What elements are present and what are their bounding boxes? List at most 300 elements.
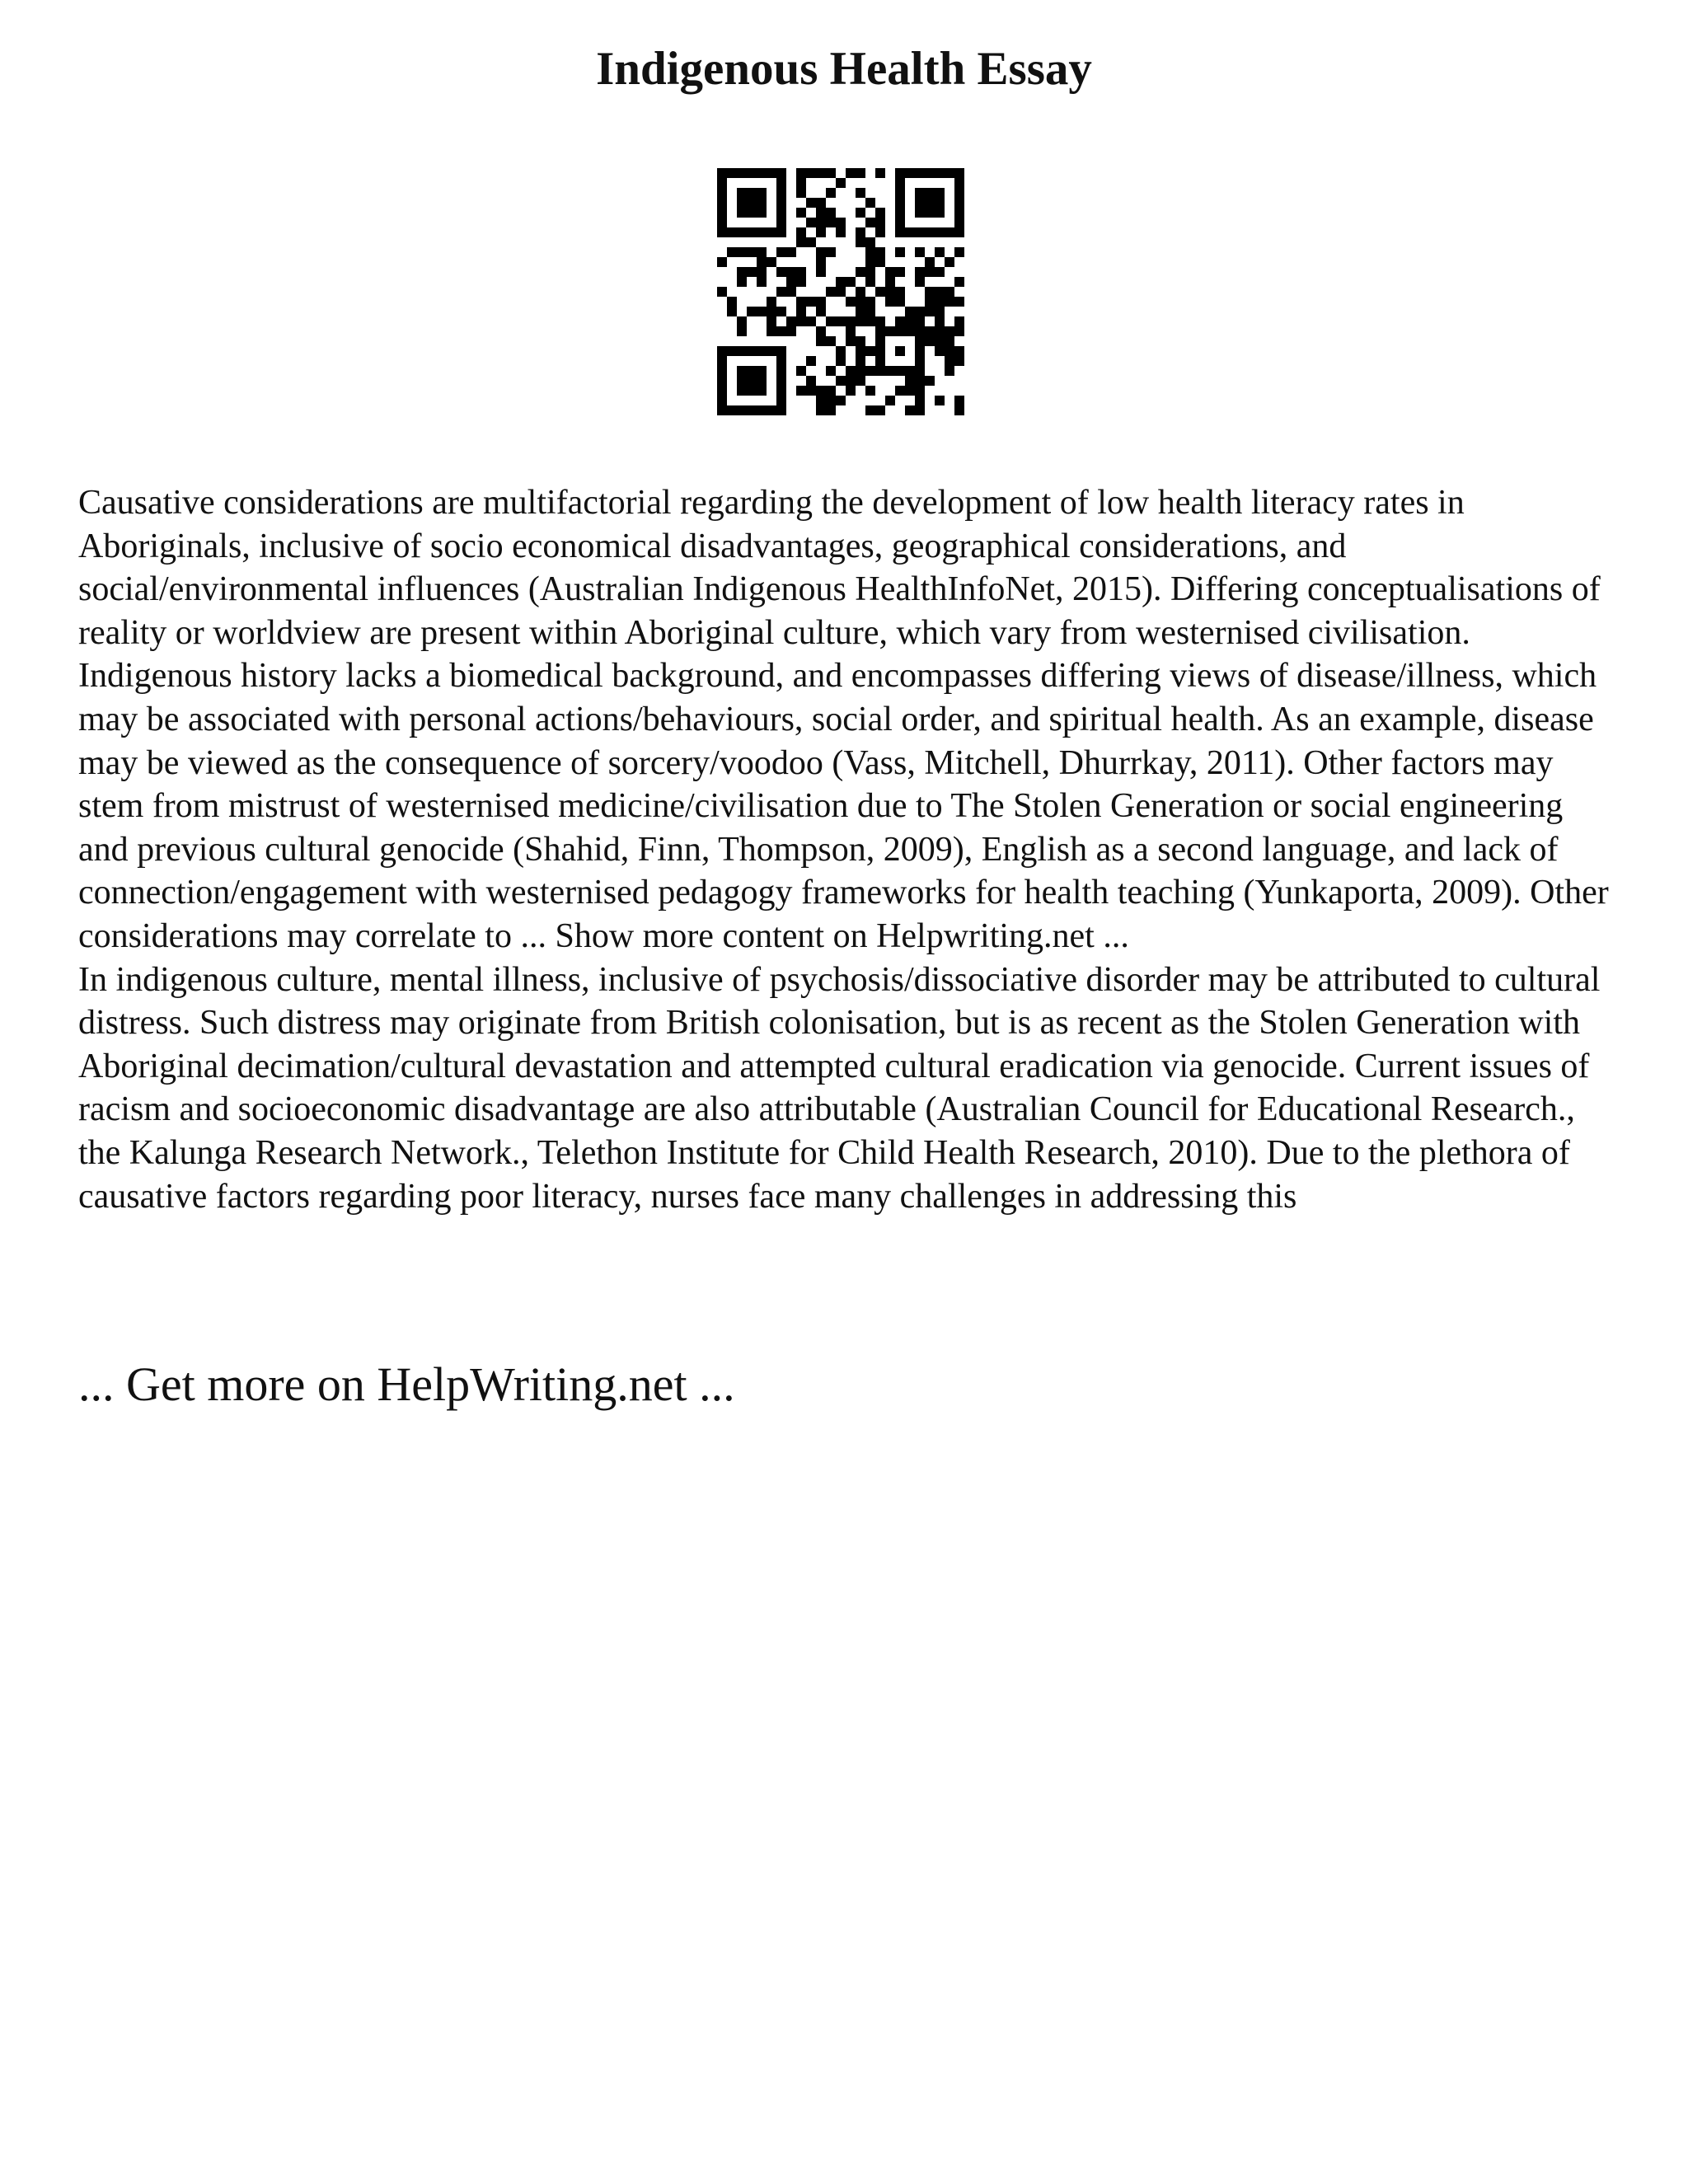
qr-module (717, 376, 727, 386)
qr-module (727, 227, 737, 237)
qr-module (776, 356, 786, 366)
qr-module (757, 198, 767, 208)
qr-module (806, 237, 816, 247)
qr-module (865, 277, 875, 287)
qr-module (905, 405, 915, 415)
qr-module (776, 198, 786, 208)
qr-module (954, 218, 964, 227)
qr-module (796, 208, 806, 218)
qr-module (885, 277, 895, 287)
qr-module (875, 218, 885, 227)
qr-module (895, 386, 905, 396)
qr-module (846, 168, 856, 178)
qr-module (954, 198, 964, 208)
qr-module (757, 257, 767, 267)
qr-module (915, 356, 925, 366)
qr-module (796, 188, 806, 198)
qr-module (935, 297, 945, 307)
qr-module (856, 366, 865, 376)
qr-module (727, 297, 737, 307)
qr-module (717, 198, 727, 208)
get-more-link[interactable]: ... Get more on HelpWriting.net ... (78, 1357, 735, 1411)
qr-module (935, 208, 945, 218)
qr-module (865, 405, 875, 415)
qr-module (875, 346, 885, 356)
qr-module (836, 316, 846, 326)
qr-module (885, 326, 895, 336)
qr-module (915, 386, 925, 396)
qr-module (776, 346, 786, 356)
qr-module (796, 277, 806, 287)
qr-module (737, 267, 747, 277)
qr-module (796, 267, 806, 277)
qr-module (865, 218, 875, 227)
qr-module (727, 405, 737, 415)
qr-module (954, 405, 964, 415)
qr-module (826, 405, 836, 415)
qr-module (915, 316, 925, 326)
qr-module (895, 287, 905, 297)
qr-module (737, 227, 747, 237)
qr-module (796, 366, 806, 376)
qr-module (846, 326, 856, 336)
qr-module (776, 218, 786, 227)
qr-module (816, 307, 826, 316)
qr-module (737, 405, 747, 415)
qr-module (945, 287, 954, 297)
qr-module (757, 188, 767, 198)
qr-module (865, 346, 875, 356)
qr-module (747, 366, 757, 376)
qr-module (836, 376, 846, 386)
qr-module (776, 405, 786, 415)
qr-module (935, 326, 945, 336)
qr-module (954, 297, 964, 307)
qr-module (915, 188, 925, 198)
qr-module (816, 257, 826, 267)
qr-module (836, 396, 846, 405)
qr-module (905, 366, 915, 376)
qr-module (905, 386, 915, 396)
qr-module (776, 168, 786, 178)
qr-module (925, 208, 935, 218)
qr-module (925, 326, 935, 336)
qr-module (846, 316, 856, 326)
qr-module (925, 227, 935, 237)
qr-module (757, 346, 767, 356)
qr-module (925, 257, 935, 267)
qr-module (954, 227, 964, 237)
qr-module (776, 267, 786, 277)
qr-module (846, 297, 856, 307)
qr-module (945, 257, 954, 267)
qr-module (776, 376, 786, 386)
qr-module (776, 247, 786, 257)
qr-module (776, 208, 786, 218)
qr-module (935, 168, 945, 178)
qr-module (895, 326, 905, 336)
qr-module (717, 346, 727, 356)
qr-module (816, 386, 826, 396)
qr-module (816, 227, 826, 237)
qr-module (747, 247, 757, 257)
qr-module (865, 237, 875, 247)
qr-module (856, 356, 865, 366)
qr-module (915, 208, 925, 218)
qr-module (717, 227, 727, 237)
qr-module (737, 316, 747, 326)
qr-module (945, 356, 954, 366)
qr-module (786, 277, 796, 287)
qr-module (865, 307, 875, 316)
qr-module (776, 227, 786, 237)
qr-module (767, 405, 776, 415)
qr-module (747, 307, 757, 316)
qr-module (895, 247, 905, 257)
qr-module (915, 336, 925, 346)
qr-module (905, 227, 915, 237)
qr-module (945, 366, 954, 376)
qr-module (875, 356, 885, 366)
qr-module (757, 208, 767, 218)
qr-module (737, 326, 747, 336)
qr-module (776, 366, 786, 376)
qr-module (846, 376, 856, 386)
qr-module (806, 386, 816, 396)
qr-module (915, 376, 925, 386)
qr-module (915, 326, 925, 336)
qr-module (905, 316, 915, 326)
qr-module (747, 227, 757, 237)
qr-module (816, 405, 826, 415)
qr-module (856, 336, 865, 346)
qr-module (856, 376, 865, 386)
qr-module (856, 316, 865, 326)
qr-module (856, 208, 865, 218)
qr-module (757, 366, 767, 376)
qr-module (856, 267, 865, 277)
qr-module (935, 307, 945, 316)
qr-module (895, 346, 905, 356)
qr-module (776, 287, 786, 297)
qr-module (856, 307, 865, 316)
qr-module (836, 346, 846, 356)
qr-module (925, 297, 935, 307)
qr-module (816, 208, 826, 218)
qr-module (856, 188, 865, 198)
qr-module (776, 326, 786, 336)
qr-module (796, 297, 806, 307)
qr-module (915, 168, 925, 178)
qr-module (747, 208, 757, 218)
qr-module (905, 307, 915, 316)
qr-module (856, 237, 865, 247)
qr-module (826, 168, 836, 178)
qr-module (767, 307, 776, 316)
qr-module (875, 227, 885, 237)
qr-module (776, 188, 786, 198)
qr-module (717, 356, 727, 366)
qr-module (737, 198, 747, 208)
qr-module (717, 218, 727, 227)
qr-module (717, 405, 727, 415)
qr-module (747, 188, 757, 198)
qr-module (717, 366, 727, 376)
qr-module (895, 168, 905, 178)
qr-module (875, 316, 885, 326)
qr-module (757, 168, 767, 178)
qr-module (915, 307, 925, 316)
qr-module (816, 168, 826, 178)
qr-module (925, 188, 935, 198)
qr-module (786, 326, 796, 336)
qr-module (816, 218, 826, 227)
qr-module (925, 198, 935, 208)
qr-module (826, 218, 836, 227)
qr-module (875, 366, 885, 376)
qr-module (826, 336, 836, 346)
qr-module (717, 208, 727, 218)
qr-module (836, 356, 846, 366)
qr-module (895, 366, 905, 376)
qr-module (737, 346, 747, 356)
qr-module (915, 277, 925, 287)
qr-module (836, 227, 846, 237)
qr-module (786, 267, 796, 277)
qr-module (875, 257, 885, 267)
qr-module (846, 277, 856, 287)
qr-module (935, 336, 945, 346)
qr-module (865, 257, 875, 267)
qr-module (826, 386, 836, 396)
qr-module (727, 346, 737, 356)
qr-module (925, 168, 935, 178)
qr-module (856, 297, 865, 307)
qr-module (767, 257, 776, 267)
qr-module (954, 396, 964, 405)
qr-module (747, 346, 757, 356)
qr-module (717, 386, 727, 396)
qr-module (865, 366, 875, 376)
qr-module (954, 208, 964, 218)
qr-module (717, 188, 727, 198)
qr-module (737, 247, 747, 257)
qr-module (826, 366, 836, 376)
qr-module (757, 247, 767, 257)
qr-module (915, 198, 925, 208)
qr-module (885, 366, 895, 376)
qr-module (935, 267, 945, 277)
qr-module (905, 376, 915, 386)
qr-module (796, 386, 806, 396)
qr-module (806, 376, 816, 386)
qr-module (915, 267, 925, 277)
qr-module (925, 307, 935, 316)
qr-module (796, 227, 806, 237)
qr-module (925, 267, 935, 277)
qr-module (816, 267, 826, 277)
qr-module (875, 168, 885, 178)
qr-module (757, 267, 767, 277)
qr-module (895, 297, 905, 307)
qr-module (836, 277, 846, 287)
qr-module (875, 336, 885, 346)
qr-module (786, 316, 796, 326)
qr-module (796, 168, 806, 178)
qr-module (856, 227, 865, 237)
qr-module (875, 247, 885, 257)
qr-module (757, 307, 767, 316)
qr-module (806, 316, 816, 326)
qr-module (865, 247, 875, 257)
qr-module (885, 396, 895, 405)
qr-module (737, 366, 747, 376)
qr-module (816, 336, 826, 346)
qr-module (945, 297, 954, 307)
qr-module (737, 168, 747, 178)
qr-module (757, 405, 767, 415)
qr-module (816, 297, 826, 307)
qr-module (875, 208, 885, 218)
qr-module (767, 316, 776, 326)
qr-module (727, 307, 737, 316)
qr-module (954, 356, 964, 366)
qr-module (836, 287, 846, 297)
qr-module (737, 386, 747, 396)
qr-module (747, 386, 757, 396)
qr-code-icon (717, 168, 964, 415)
qr-module (737, 277, 747, 287)
qr-module (954, 346, 964, 356)
page-title: Indigenous Health Essay (596, 43, 1092, 95)
qr-module (915, 227, 925, 237)
qr-module (905, 326, 915, 336)
qr-module (895, 218, 905, 227)
qr-module (826, 247, 836, 257)
qr-module (895, 198, 905, 208)
qr-module (954, 316, 964, 326)
qr-module (885, 287, 895, 297)
qr-module (786, 287, 796, 297)
qr-module (836, 178, 846, 188)
qr-module (935, 346, 945, 356)
qr-module (915, 346, 925, 356)
qr-module (776, 386, 786, 396)
qr-module (767, 346, 776, 356)
qr-module (717, 396, 727, 405)
qr-module (935, 287, 945, 297)
qr-module (747, 198, 757, 208)
qr-module (727, 168, 737, 178)
qr-module (776, 178, 786, 188)
qr-module (806, 198, 816, 208)
qr-module (875, 405, 885, 415)
qr-module (796, 237, 806, 247)
qr-module (895, 316, 905, 326)
qr-module (747, 168, 757, 178)
qr-module (954, 168, 964, 178)
qr-module (935, 247, 945, 257)
qr-module (767, 297, 776, 307)
qr-module (945, 326, 954, 336)
qr-module (767, 227, 776, 237)
qr-module (925, 336, 935, 346)
qr-module (885, 267, 895, 277)
qr-module (846, 366, 856, 376)
qr-module (856, 346, 865, 356)
qr-module (856, 168, 865, 178)
qr-module (885, 297, 895, 307)
qr-module (915, 396, 925, 405)
qr-module (796, 316, 806, 326)
qr-module (915, 247, 925, 257)
qr-module (757, 277, 767, 287)
qr-module (935, 396, 945, 405)
qr-module (945, 346, 954, 356)
qr-module (865, 297, 875, 307)
qr-module (806, 218, 816, 227)
qr-module (826, 208, 836, 218)
qr-module (776, 396, 786, 405)
qr-module (717, 178, 727, 188)
qr-module (747, 376, 757, 386)
qr-module (816, 198, 826, 208)
qr-module (806, 356, 816, 366)
qr-module (767, 326, 776, 336)
qr-module (826, 396, 836, 405)
qr-module (905, 168, 915, 178)
qr-module (747, 405, 757, 415)
qr-module (954, 326, 964, 336)
qr-module (925, 287, 935, 297)
qr-module (915, 405, 925, 415)
qr-module (875, 326, 885, 336)
qr-module (757, 376, 767, 386)
qr-module (737, 188, 747, 198)
qr-module (945, 227, 954, 237)
qr-module (945, 336, 954, 346)
qr-module (826, 287, 836, 297)
qr-module (796, 307, 806, 316)
qr-module (816, 396, 826, 405)
qr-module (954, 247, 964, 257)
qr-module (895, 208, 905, 218)
qr-module (757, 386, 767, 396)
essay-paragraph-1: Causative considerations are multifactorial regarding the development of low health literacy rates in Aboriginals, inclusive of socio economical disadvantages, geographical considerations, and social/environmental influences (Australian Indigenous HealthInfoNet, 2015). Differing conceptualisations of reality or worldview are present within Aboriginal culture, which vary from westernised civilisation. Indigenous history lacks a biomedical background, and encompasses differing views of disease/illness, which may be associated with personal actions/behaviours, social order, and spiritual health. As an example, disease may be viewed as the consequence of sorcery/voodoo (Vass, Mitchell, Dhurrkay, 2011). Other factors may stem from mistrust of westernised medicine/civilisation due to The Stolen Generation or social engineering and previous cultural genocide (Shahid, Finn, Thompson, 2009), English as a second language, and lack of connection/engagement with westernised pedagogy frameworks for health teaching (Yunkaporta, 2009). Other considerations may correlate to ... Show more content on Helpwriting.net ... (78, 484, 1609, 955)
qr-module (954, 188, 964, 198)
qr-module (935, 227, 945, 237)
qr-module (776, 307, 786, 316)
qr-module (747, 267, 757, 277)
qr-module (954, 178, 964, 188)
qr-module (816, 326, 826, 336)
qr-module (895, 178, 905, 188)
qr-module (826, 188, 836, 198)
essay-body (78, 481, 1620, 1218)
qr-module (806, 168, 816, 178)
qr-module (935, 198, 945, 208)
qr-module (875, 287, 885, 297)
qr-module (717, 257, 727, 267)
qr-module (865, 267, 875, 277)
qr-module (865, 198, 875, 208)
qr-module (945, 168, 954, 178)
qr-module (935, 316, 945, 326)
qr-module (767, 168, 776, 178)
qr-module (865, 386, 875, 396)
qr-module (717, 287, 727, 297)
qr-module (935, 188, 945, 198)
